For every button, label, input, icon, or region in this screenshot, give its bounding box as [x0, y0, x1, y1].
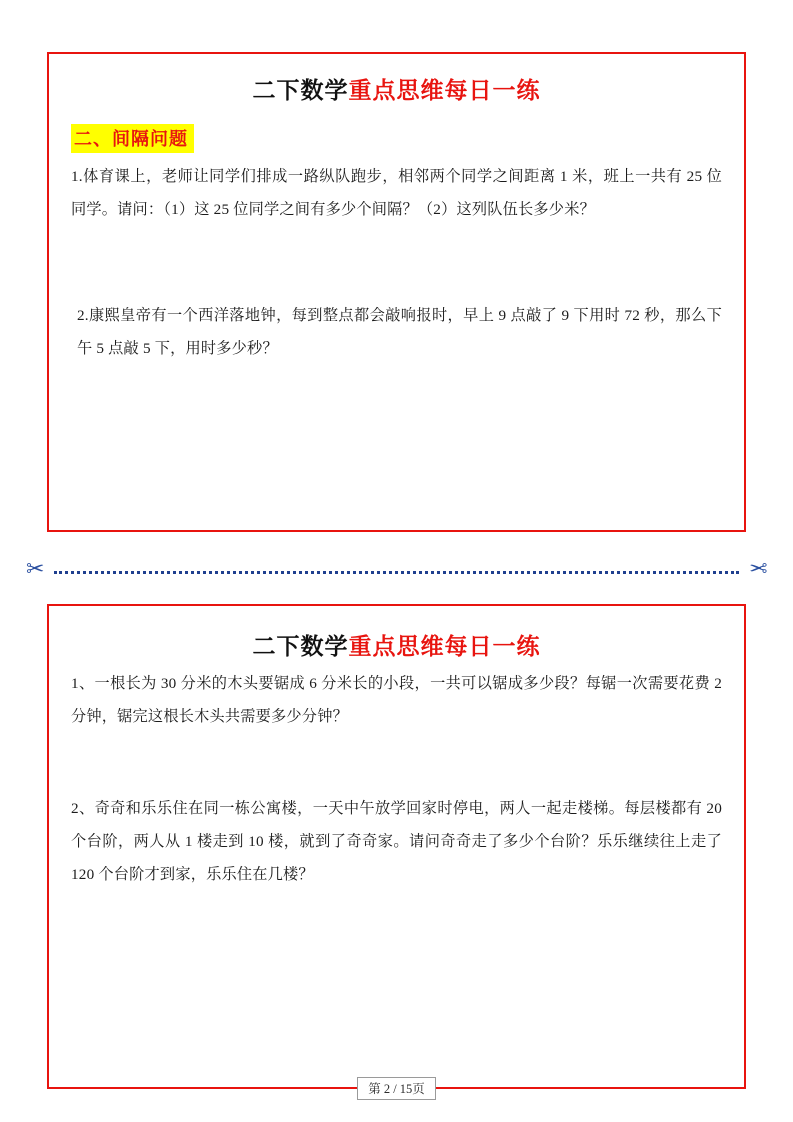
cut-line: [26, 556, 767, 584]
dashed-divider: [54, 571, 739, 574]
section-heading-interval-problems: 二、间隔问题: [71, 124, 194, 153]
question-bottom-1: 1、一根长为 30 分米的木头要锯成 6 分米长的小段，一共可以锯成多少段？每锯一次需要花费 2 分钟，锯完这根长木头共需要多少分钟？: [71, 674, 722, 725]
scissors-icon-left: ✂: [26, 556, 45, 581]
page-number-badge: 第 2 / 15页: [357, 1077, 436, 1100]
question-top-2: 2.康熙皇帝有一个西洋落地钟，每到整点都会敲响报时，早上 9 点敲了 9 下用时 72 秒，那么下午 5 点敲 5 下，用时多少秒？: [77, 307, 722, 357]
worksheet-card-top: [47, 52, 746, 532]
worksheet-title-top-accent: 重点思维每日一练: [348, 78, 541, 103]
worksheet-title-top-prefix: 二下数学: [252, 78, 349, 103]
page-footer: [0, 1077, 793, 1100]
worksheet-card-bottom: [47, 604, 746, 1089]
scissors-icon-right: ✂: [748, 556, 767, 581]
worksheet-title-bottom: [71, 632, 722, 662]
worksheet-title-bottom-prefix: 二下数学: [252, 634, 349, 659]
worksheet-title-bottom-accent: 重点思维每日一练: [348, 634, 541, 659]
worksheet-title-top: [71, 76, 722, 106]
question-bottom-2: 2、奇奇和乐乐住在同一栋公寓楼，一天中午放学回家时停电，两人一起走楼梯。每层楼都有 20 个台阶，两人从 1 楼走到 10 楼，就到了奇奇家。请问奇奇走了多少个台阶？乐乐继续往上走了 120 个台阶才到家，乐乐住在几楼？: [71, 800, 722, 883]
question-top-1: 1.体育课上，老师让同学们排成一路纵队跑步，相邻两个同学之间距离 1 米，班上一共有 25 位同学。请问：（1）这 25 位同学之间有多少个间隔？（2）这列队伍长多少米？: [71, 167, 722, 218]
